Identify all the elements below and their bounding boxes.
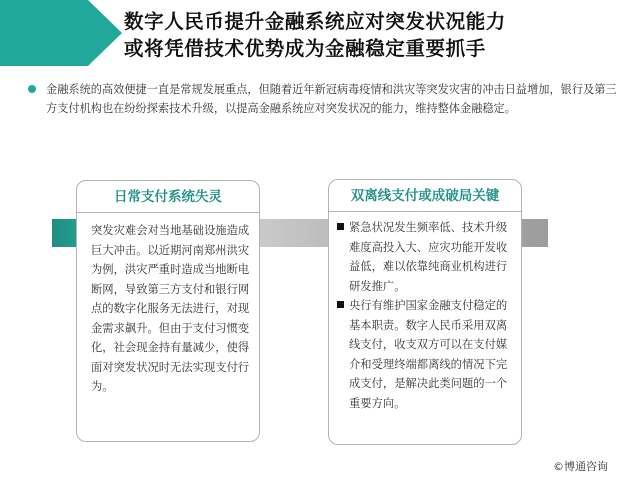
card-dual-offline-body [337, 218, 517, 413]
card-payment-failure-title: 日常支付系统失灵 [77, 181, 259, 213]
summary-text: 金融系统的高效便捷一直是常规发展重点，但随着近年新冠病毒疫情和洪灾等突发灾害的冲击日益增加，银行及第三方支付机构也在纷纷探索技术升级，以提高金融系统应对突发状况的能力，维持整体金融稳定。 [46, 83, 617, 115]
square-bullet-icon [337, 301, 344, 308]
list-item [337, 218, 517, 296]
card-dual-offline [328, 179, 522, 445]
title-block [0, 0, 640, 70]
page-title [124, 8, 636, 62]
page-title-line-2: 或将凭借技术优势成为金融稳定重要抓手 [124, 37, 486, 60]
card-payment-failure-body: 突发灾难会对当地基础设施造成巨大冲击。以近期河南郑州洪灾为例，洪灾严重时造成当地断电断网，导致第三方支付和银行网点的数字化服务无法进行，对现金需求飙升。但由于支付习惯变化，社会现金持有量减少，使得面对突发状况时无法实现支付行为。 [91, 224, 250, 393]
card-payment-failure [76, 180, 260, 442]
summary-paragraph [28, 80, 618, 118]
title-accent-shape [0, 0, 122, 66]
list-item-text: 紧急状况发生频率低、技术升级难度高投入大、应灾功能开发收益低，难以依靠纯商业机构进行研发推广。 [349, 221, 508, 293]
square-bullet-icon [337, 223, 344, 230]
list-item-text: 央行有维护国家金融支付稳定的基本职责。数字人民币采用双离线支付，收支双方可以在支付媒介和受理终端都离线的情况下完成支付，是解决此类问题的一个重要方向。 [349, 299, 508, 410]
list-item [337, 296, 517, 413]
page-title-line-1: 数字人民币提升金融系统应对突发状况能力 [124, 10, 506, 33]
card-dual-offline-title: 双离线支付或成破局关键 [329, 180, 521, 212]
source-credit: ©博通咨询 [553, 460, 608, 473]
bullet-dot-icon [28, 85, 36, 93]
